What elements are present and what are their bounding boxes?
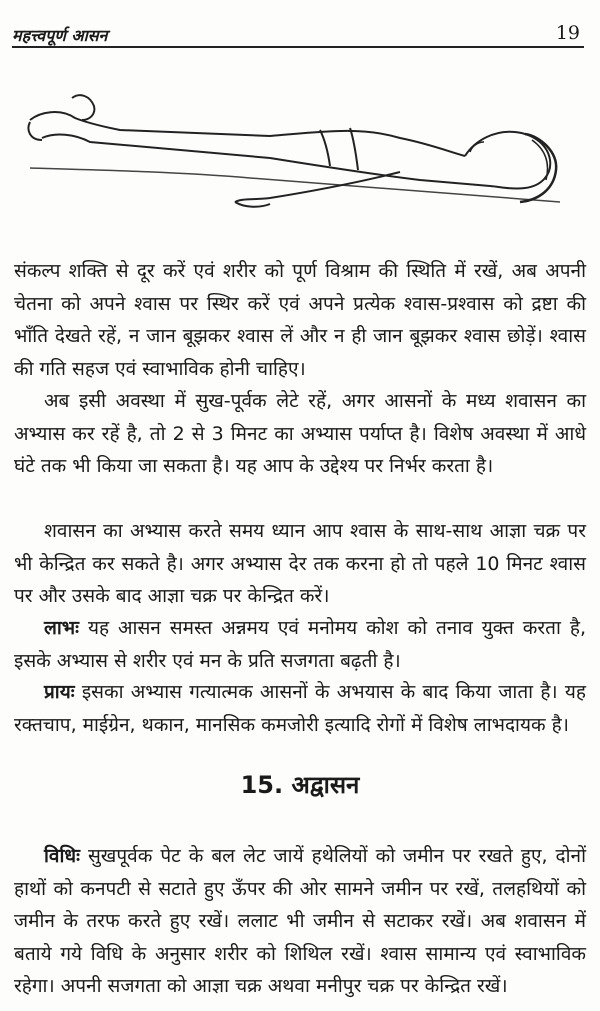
paragraph-usage (14, 676, 586, 741)
benefit-label: लाभः (44, 617, 79, 639)
page-number: 19 (555, 22, 580, 44)
method-text: सुखपूर्वक पेट के बल लेट जायें हथेलियों को जमीन पर रखते हुए, दोनों हाथों को कनपटी से सटाते हुए ऊँपर की ओर सामने जमीन पर रखें, तलहथियों को जमीन के तरफ करते हुए रखें। ललाट भी जमीन से सटाकर रखें। अब शवासन में बताये गये विधि के अनुसार शरीर को शिथिल रखें। श्वास सामान्य एवं स्वाभाविक रहेगा। अपनी सजगता को आज्ञा चक्र अथवा मनीपुर चक्र पर केन्द्रित रखें। (14, 845, 586, 997)
header-title: महत्त्वपूर्ण आसन (12, 26, 108, 45)
paragraph-method (14, 840, 586, 1003)
paragraph-benefit (14, 612, 586, 677)
paragraph-duration: अब इसी अवस्था में सुख-पूर्वक लेटे रहें, अगर आसनों के मध्य शवासन का अभ्यास कर रहें है, तो 2 से 3 मिनट का अभ्यास पर्याप्त है। विशेष अवस्था में आधे घंटे तक भी किया जा सकता है। यह आप के उद्देश्य पर निर्भर करता है। (14, 390, 586, 477)
benefit-text: यह आसन समस्त अन्नमय एवं मनोमय कोश को तनाव युक्त करता है, इसके अभ्यास से शरीर एवं मन के प्रति सजगता बढ़ती है। (14, 617, 586, 672)
person-lying-shavasana-illustration (20, 60, 590, 240)
usage-text: इसका अभ्यास गत्यात्मक आसनों के अभयास के बाद किया जाता है। यह रक्तचाप, माईग्रेन, थकान, मानसिक कमजोरी इत्यादि रोगों में विशेष लाभदायक है। (14, 681, 586, 736)
usage-label: प्रायः (44, 681, 75, 703)
paragraph-relaxation: संकल्प शक्ति से दूर करें एवं शरीर को पूर्ण विश्राम की स्थिति में रखें, अब अपनी चेतना को अपने श्वास पर स्थिर करें एवं अपने प्रत्येक श्वास-प्रश्वास को द्रष्टा की भाँति देखते रहें, न जान बूझकर श्वास लें और न ही जान बूझकर श्वास छोड़ें। श्वास की गति सहज एवं स्वाभाविक होनी चाहिए। (14, 260, 586, 380)
method-label: विधिः (44, 845, 80, 867)
running-header (12, 22, 584, 48)
section-heading: 15. अद्वासन (240, 771, 360, 799)
paragraph-focus: शवासन का अभ्यास करते समय ध्यान आप श्वास के साथ-साथ आज्ञा चक्र पर भी केन्द्रित कर सकते है। अगर अभ्यास देर तक करना हो तो पहले 10 मिनट श्वास पर और उसके बाद आज्ञा चक्र पर केन्द्रित करें। (14, 520, 586, 607)
